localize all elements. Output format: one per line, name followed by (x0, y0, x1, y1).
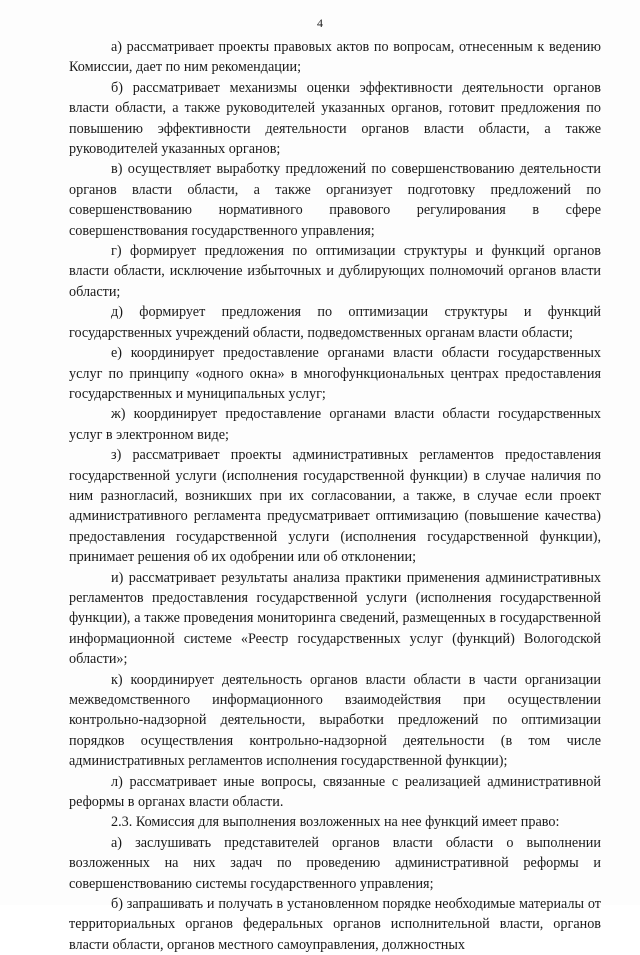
paragraph-g-structure-optimization: г) формирует предложения по оптимизации структуры и функций органов власти области, исключение избыточных и дублирующих полномочий органов власти области; (69, 243, 601, 300)
paragraph-2-3-b-requests: б) запрашивать и получать в установленном порядке необходимые материалы от территориальных органов федеральных органов исполнительной власти, органов власти области, органов местного самоуправления, должностных (69, 896, 601, 953)
paragraph-a-legal-acts: а) рассматривает проекты правовых актов по вопросам, отнесенным к ведению Комиссии, дает по ним рекомендации; (69, 39, 601, 76)
paragraph-zh-electronic-services: ж) координирует предоставление органами власти области государственных услуг в электронном виде; (69, 406, 601, 443)
paragraph-k-interagency-coordination: к) координирует деятельность органов власти области в части организации межведомственного информационного взаимодействия при осуществлении контрольно-надзорной деятельности, выработки предложений по оптимизации порядков осуществления контрольно-надзорной деятельности (в том числе административных регламентов исполнения государственной функции); (69, 671, 601, 770)
paragraph-z-regulations-review: з) рассматривает проекты административных регламентов предоставления государственной услуги (исполнения государственной функции) в случае наличия по ним разногласий, возникших при их согласовании, а также, в случае если проект административного регламента предусматривает оптимизацию (повышение качества) предоставления государственной услуги (исполнения государственной функции), принимает решения об их одобрении или об отклонении; (69, 447, 601, 566)
paragraph-l-other-questions: л) рассматривает иные вопросы, связанные с реализацией административной реформы в органах власти области. (69, 773, 601, 811)
paragraph-e-one-window-services: е) координирует предоставление органами власти области государственных услуг по принципу «одного окна» в многофункциональных центрах предоставления государственных и муниципальных услуг; (69, 345, 601, 402)
paragraph-d-institutions-optimization: д) формирует предложения по оптимизации структуры и функций государственных учреждений области, подведомственных органам власти области; (69, 304, 601, 341)
paragraph-i-practice-analysis: и) рассматривает результаты анализа практики применения административных регламентов предоставления государственной услуги (исполнения государственной функции), а также проведения мониторинга сведений, размещенных в государственной информационной системе «Реестр государственных услуг (функций) Вологодской области»; (69, 569, 601, 668)
document-body (69, 37, 601, 955)
paragraph-b-efficiency-evaluation: б) рассматривает механизмы оценки эффективности деятельности органов власти области, а также руководителей указанных органов, готовит предложения по повышению эффективности деятельности органов власти области, а также руководителей указанных органов; (69, 79, 601, 158)
paragraph-2-3-a-hearing: а) заслушивать представителей органов власти области о выполнении возложенных на них задач по проведению административной реформы и совершенствованию системы государственного управления; (69, 834, 601, 892)
paragraph-v-improvement-proposals: в) осуществляет выработку предложений по совершенствованию деятельности органов власти области, а также организует подготовку предложений по совершенствованию нормативного правового регулирования в сфере совершенствования государственного управления; (69, 161, 601, 239)
page-number: 4 (317, 16, 323, 30)
section-2-3-heading: 2.3. Комиссия для выполнения возложенных на нее функций имеет право: (111, 814, 560, 831)
